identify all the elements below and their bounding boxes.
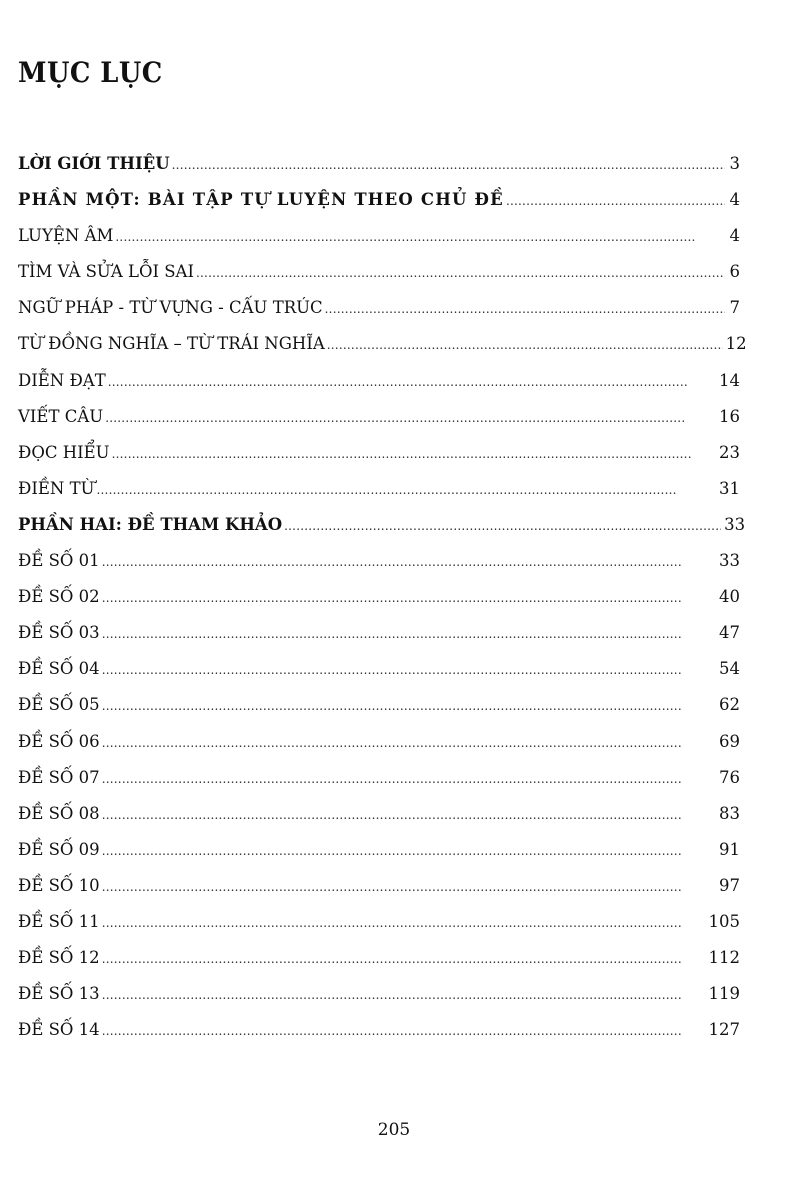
dot-leader	[284, 508, 721, 544]
toc-entry-label: DIỄN ĐẠT	[18, 370, 106, 390]
toc-entry-page: 33	[719, 551, 740, 571]
toc-entry-page: 4	[729, 226, 740, 246]
toc-entry	[18, 254, 740, 290]
dot-leader	[102, 544, 716, 580]
toc-entry-page: 105	[708, 911, 740, 931]
dot-leader	[102, 905, 706, 941]
toc-entry-label: PHẦN HAI: ĐỀ THAM KHẢO	[18, 514, 283, 534]
dot-leader	[196, 255, 725, 291]
toc-entry-label: ĐIỀN TỪ	[18, 478, 95, 498]
toc-entry-page: 119	[708, 984, 740, 1004]
toc-entry-page: 112	[708, 948, 740, 968]
dot-leader	[102, 833, 716, 869]
table-of-contents	[18, 146, 747, 1048]
toc-entry-label: ĐỀ SỐ 05	[18, 695, 100, 715]
dot-leader	[102, 869, 716, 905]
toc-entry	[18, 868, 740, 904]
dot-leader	[172, 147, 725, 183]
toc-entry-page: 6	[729, 262, 740, 282]
dot-leader	[105, 400, 716, 436]
toc-entry-page: 31	[719, 478, 740, 498]
toc-entry-label: NGỮ PHÁP - TỪ VỰNG - CẤU TRÚC	[18, 298, 323, 318]
toc-entry-page: 91	[719, 839, 740, 859]
toc-entry	[18, 615, 740, 651]
dot-leader	[102, 797, 716, 833]
dot-leader	[102, 580, 716, 616]
toc-entry	[18, 1012, 740, 1048]
toc-entry-label: TỪ ĐỒNG NGHĨA – TỪ TRÁI NGHĨA	[18, 334, 325, 354]
toc-entry-page: 33	[724, 514, 746, 534]
dot-leader	[96, 472, 716, 508]
dot-leader	[115, 219, 725, 255]
toc-entry-label: ĐỀ SỐ 10	[18, 875, 100, 895]
toc-entry-label: ĐỌC HIỂU	[18, 442, 110, 462]
toc-entry-page: 62	[719, 695, 740, 715]
toc-entry-label: ĐỀ SỐ 08	[18, 803, 100, 823]
toc-entry-label: ĐỀ SỐ 07	[18, 767, 100, 787]
dot-leader	[102, 688, 716, 724]
toc-entry-page: 83	[719, 803, 740, 823]
dot-leader	[108, 364, 716, 400]
toc-entry-page: 14	[719, 370, 740, 390]
toc-entry	[18, 471, 740, 507]
page-title: MỤC LỤC	[18, 56, 163, 89]
toc-entry-label: ĐỀ SỐ 13	[18, 984, 100, 1004]
toc-entry-label: LUYỆN ÂM	[18, 226, 114, 246]
toc-entry	[18, 399, 740, 435]
toc-entry	[18, 543, 740, 579]
dot-leader	[112, 436, 716, 472]
toc-entry-label: TÌM VÀ SỬA LỖI SAI	[18, 262, 194, 282]
toc-entry-label: PHẦN MỘT: BÀI TẬP TỰ LUYỆN THEO CHỦ ĐỀ	[18, 190, 504, 210]
toc-entry-label: ĐỀ SỐ 04	[18, 659, 100, 679]
toc-entry-page: 7	[729, 298, 740, 318]
toc-entry-page: 23	[719, 442, 740, 462]
toc-entry	[18, 724, 740, 760]
page-number: 205	[377, 1120, 411, 1140]
toc-entry	[18, 904, 740, 940]
dot-leader	[327, 327, 723, 363]
dot-leader	[102, 941, 706, 977]
toc-entry-label: ĐỀ SỐ 06	[18, 731, 100, 751]
toc-entry-label: ĐỀ SỐ 12	[18, 948, 100, 968]
toc-entry-page: 76	[719, 767, 740, 787]
toc-entry-page: 4	[729, 190, 740, 210]
toc-entry-label: ĐỀ SỐ 14	[18, 1020, 100, 1040]
toc-entry	[18, 146, 740, 182]
dot-leader	[102, 616, 716, 652]
toc-entry-page: 40	[719, 587, 740, 607]
toc-entry	[18, 687, 740, 723]
toc-entry-label: LỜI GIỚI THIỆU	[18, 154, 170, 173]
toc-entry-label: ĐỀ SỐ 01	[18, 551, 100, 571]
toc-entry	[18, 326, 747, 362]
toc-entry	[18, 290, 740, 326]
toc-entry	[18, 435, 740, 471]
dot-leader	[102, 977, 706, 1013]
toc-entry-page: 69	[719, 731, 740, 751]
toc-entry-page: 3	[729, 154, 740, 173]
toc-entry	[18, 651, 740, 687]
toc-entry	[18, 796, 740, 832]
toc-entry-label: ĐỀ SỐ 02	[18, 587, 100, 607]
toc-entry	[18, 976, 740, 1012]
toc-entry-label: VIẾT CÂU	[18, 406, 104, 426]
toc-entry-page: 97	[719, 875, 740, 895]
toc-entry	[18, 760, 740, 796]
dot-leader	[102, 1013, 706, 1049]
toc-entry	[18, 182, 740, 218]
dot-leader	[506, 183, 725, 219]
dot-leader	[325, 291, 725, 327]
toc-entry	[18, 579, 740, 615]
toc-entry-page: 16	[719, 406, 740, 426]
toc-entry-page: 47	[719, 623, 740, 643]
toc-entry-page: 127	[708, 1020, 740, 1040]
toc-entry	[18, 832, 740, 868]
dot-leader	[102, 761, 716, 797]
toc-entry-page: 12	[725, 334, 747, 354]
toc-entry	[18, 507, 746, 543]
toc-entry	[18, 218, 740, 254]
toc-entry-label: ĐỀ SỐ 03	[18, 623, 100, 643]
toc-entry-label: ĐỀ SỐ 11	[18, 911, 100, 931]
toc-entry	[18, 940, 740, 976]
toc-entry-label: ĐỀ SỐ 09	[18, 839, 100, 859]
toc-entry-page: 54	[719, 659, 740, 679]
toc-entry	[18, 363, 740, 399]
dot-leader	[102, 725, 716, 761]
dot-leader	[102, 652, 716, 688]
